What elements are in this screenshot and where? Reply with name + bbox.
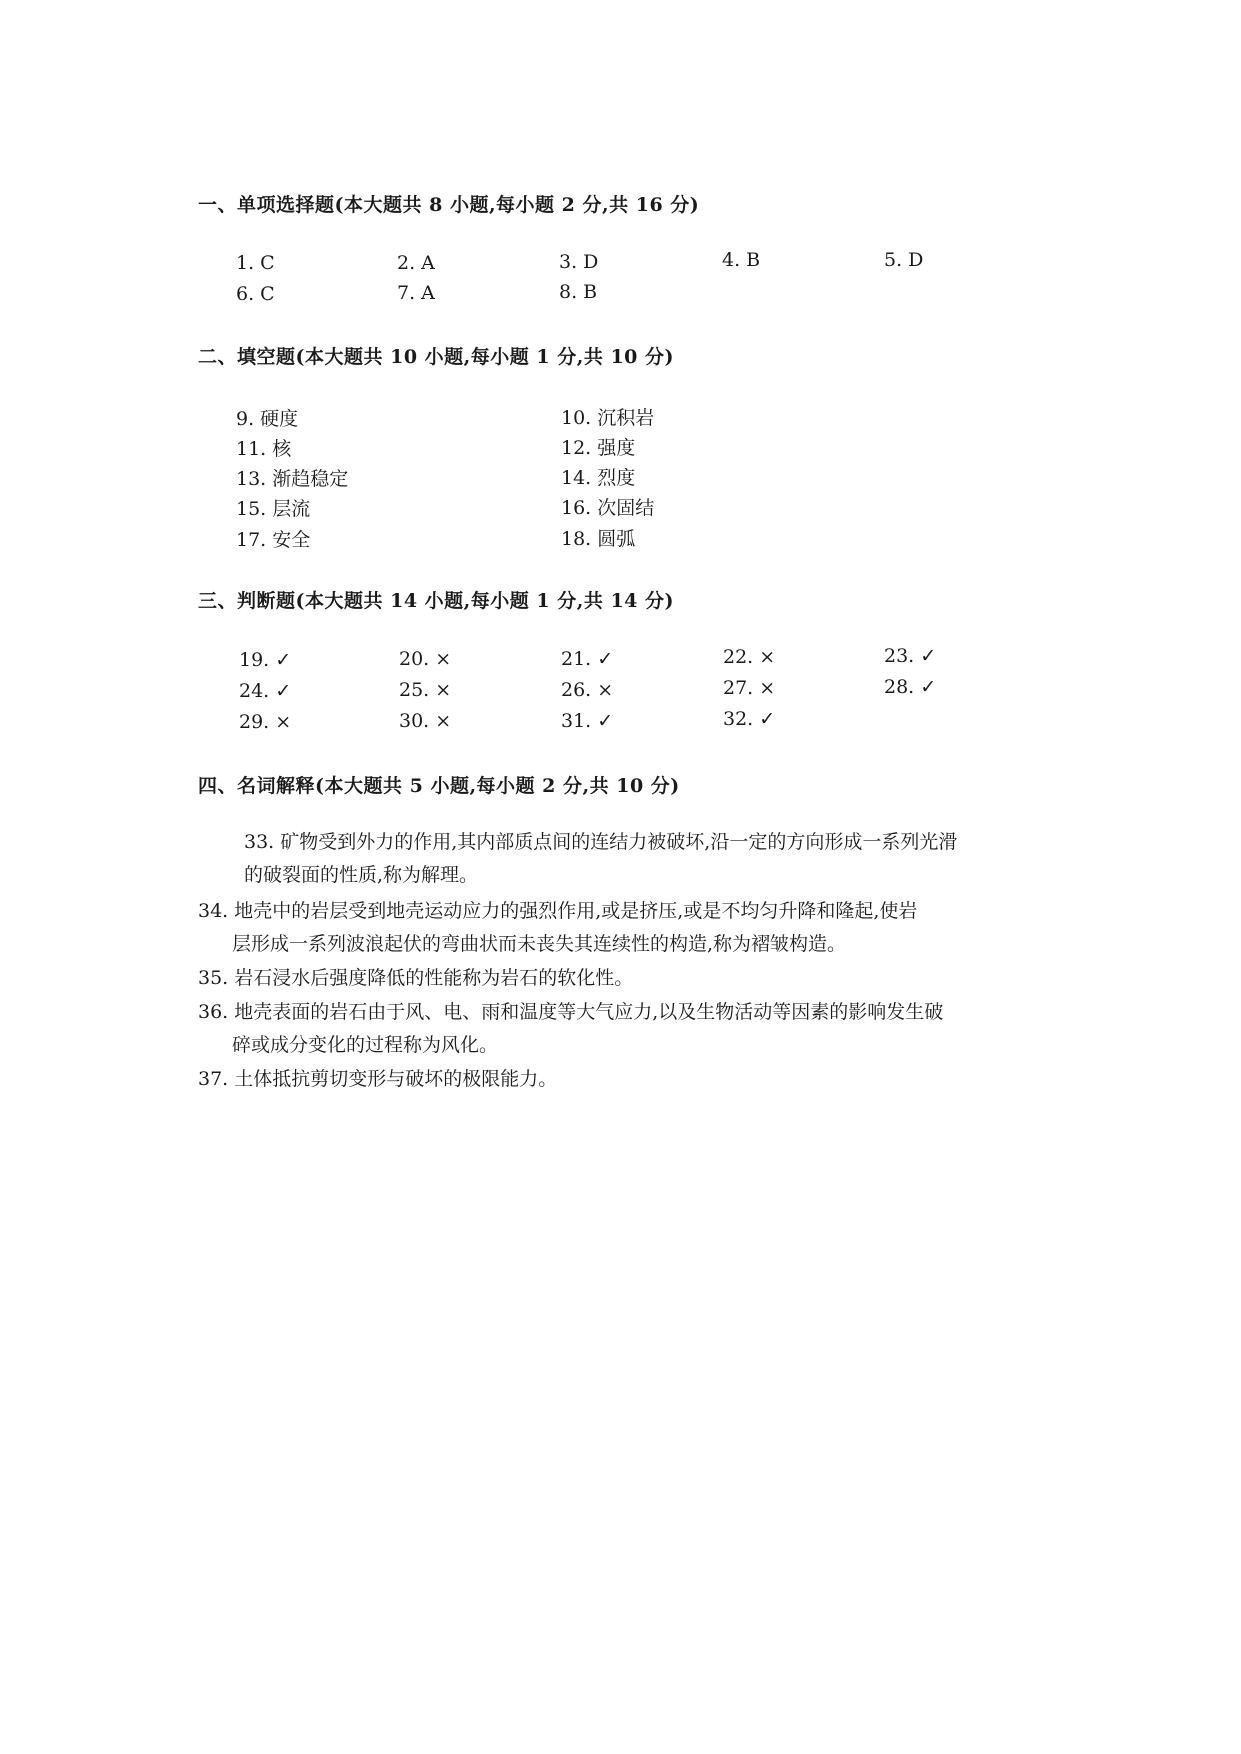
answer-item: 31. ✓ [561,710,614,732]
section-heading-multiple-choice: 一、单项选择题(本大题共 8 小题,每小题 2 分,共 16 分) [198,194,700,216]
answer-item: 25. × [399,679,452,701]
answer-item: 16. 次固结 [561,497,655,519]
answer-item: 20. × [399,648,452,670]
definition-item-36 [198,996,1068,1062]
answer-item: 28. ✓ [884,676,937,698]
answer-item: 4. B [722,249,761,271]
answer-item: 22. × [723,646,776,668]
answer-item: 30. × [399,710,452,732]
answer-item: 1. C [236,252,275,274]
answer-item: 3. D [559,251,599,273]
answer-item: 26. × [561,679,614,701]
section-heading-fill-in-blank: 二、填空题(本大题共 10 小题,每小题 1 分,共 10 分) [198,346,674,368]
answer-item: 24. ✓ [239,680,292,702]
definition-line: 35. 岩石浸水后强度降低的性能称为岩石的软化性。 [198,967,634,989]
section-heading-true-false: 三、判断题(本大题共 14 小题,每小题 1 分,共 14 分) [198,590,674,612]
section-heading-term-definitions: 四、名词解释(本大题共 5 小题,每小题 2 分,共 10 分) [198,775,680,797]
answer-item: 14. 烈度 [561,467,636,489]
definition-item-37 [198,1063,1068,1096]
definition-line: 34. 地壳中的岩层受到地壳运动应力的强烈作用,或是挤压,或是不均匀升降和隆起,使岩 [198,900,918,922]
definition-line: 33. 矿物受到外力的作用,其内部质点间的连结力被破坏,沿一定的方向形成一系列光滑 [244,831,958,853]
answer-item: 11. 核 [236,438,292,460]
answer-item: 29. × [239,711,292,733]
definition-line: 的破裂面的性质,称为解理。 [244,864,479,886]
answer-item: 32. ✓ [723,708,776,730]
answer-item: 8. B [559,281,598,303]
answer-item: 10. 沉积岩 [561,407,655,429]
answer-item: 19. ✓ [239,649,292,671]
answer-item: 7. A [397,282,435,304]
answer-item: 21. ✓ [561,648,614,670]
answer-item: 17. 安全 [236,529,311,551]
answer-item: 6. C [236,283,275,305]
definition-item-34 [198,895,1068,961]
answer-item: 13. 渐趋稳定 [236,468,349,490]
definition-line: 36. 地壳表面的岩石由于风、电、雨和温度等大气应力,以及生物活动等因素的影响发生破 [198,1001,944,1023]
definition-item-35 [198,962,1068,995]
answer-item: 27. × [723,677,776,699]
definition-line: 碎或成分变化的过程称为风化。 [232,1034,499,1056]
answer-item: 2. A [397,252,435,274]
answer-item: 18. 圆弧 [561,528,636,550]
answer-item: 9. 硬度 [236,408,299,430]
answer-item: 12. 强度 [561,437,636,459]
definition-line: 层形成一系列波浪起伏的弯曲状而未丧失其连续性的构造,称为褶皱构造。 [232,933,847,955]
answer-item: 15. 层流 [236,498,311,520]
answer-item: 23. ✓ [884,645,937,667]
definition-item-33 [244,826,1064,892]
answer-item: 5. D [884,249,924,271]
definition-line: 37. 土体抵抗剪切变形与破坏的极限能力。 [198,1068,558,1090]
